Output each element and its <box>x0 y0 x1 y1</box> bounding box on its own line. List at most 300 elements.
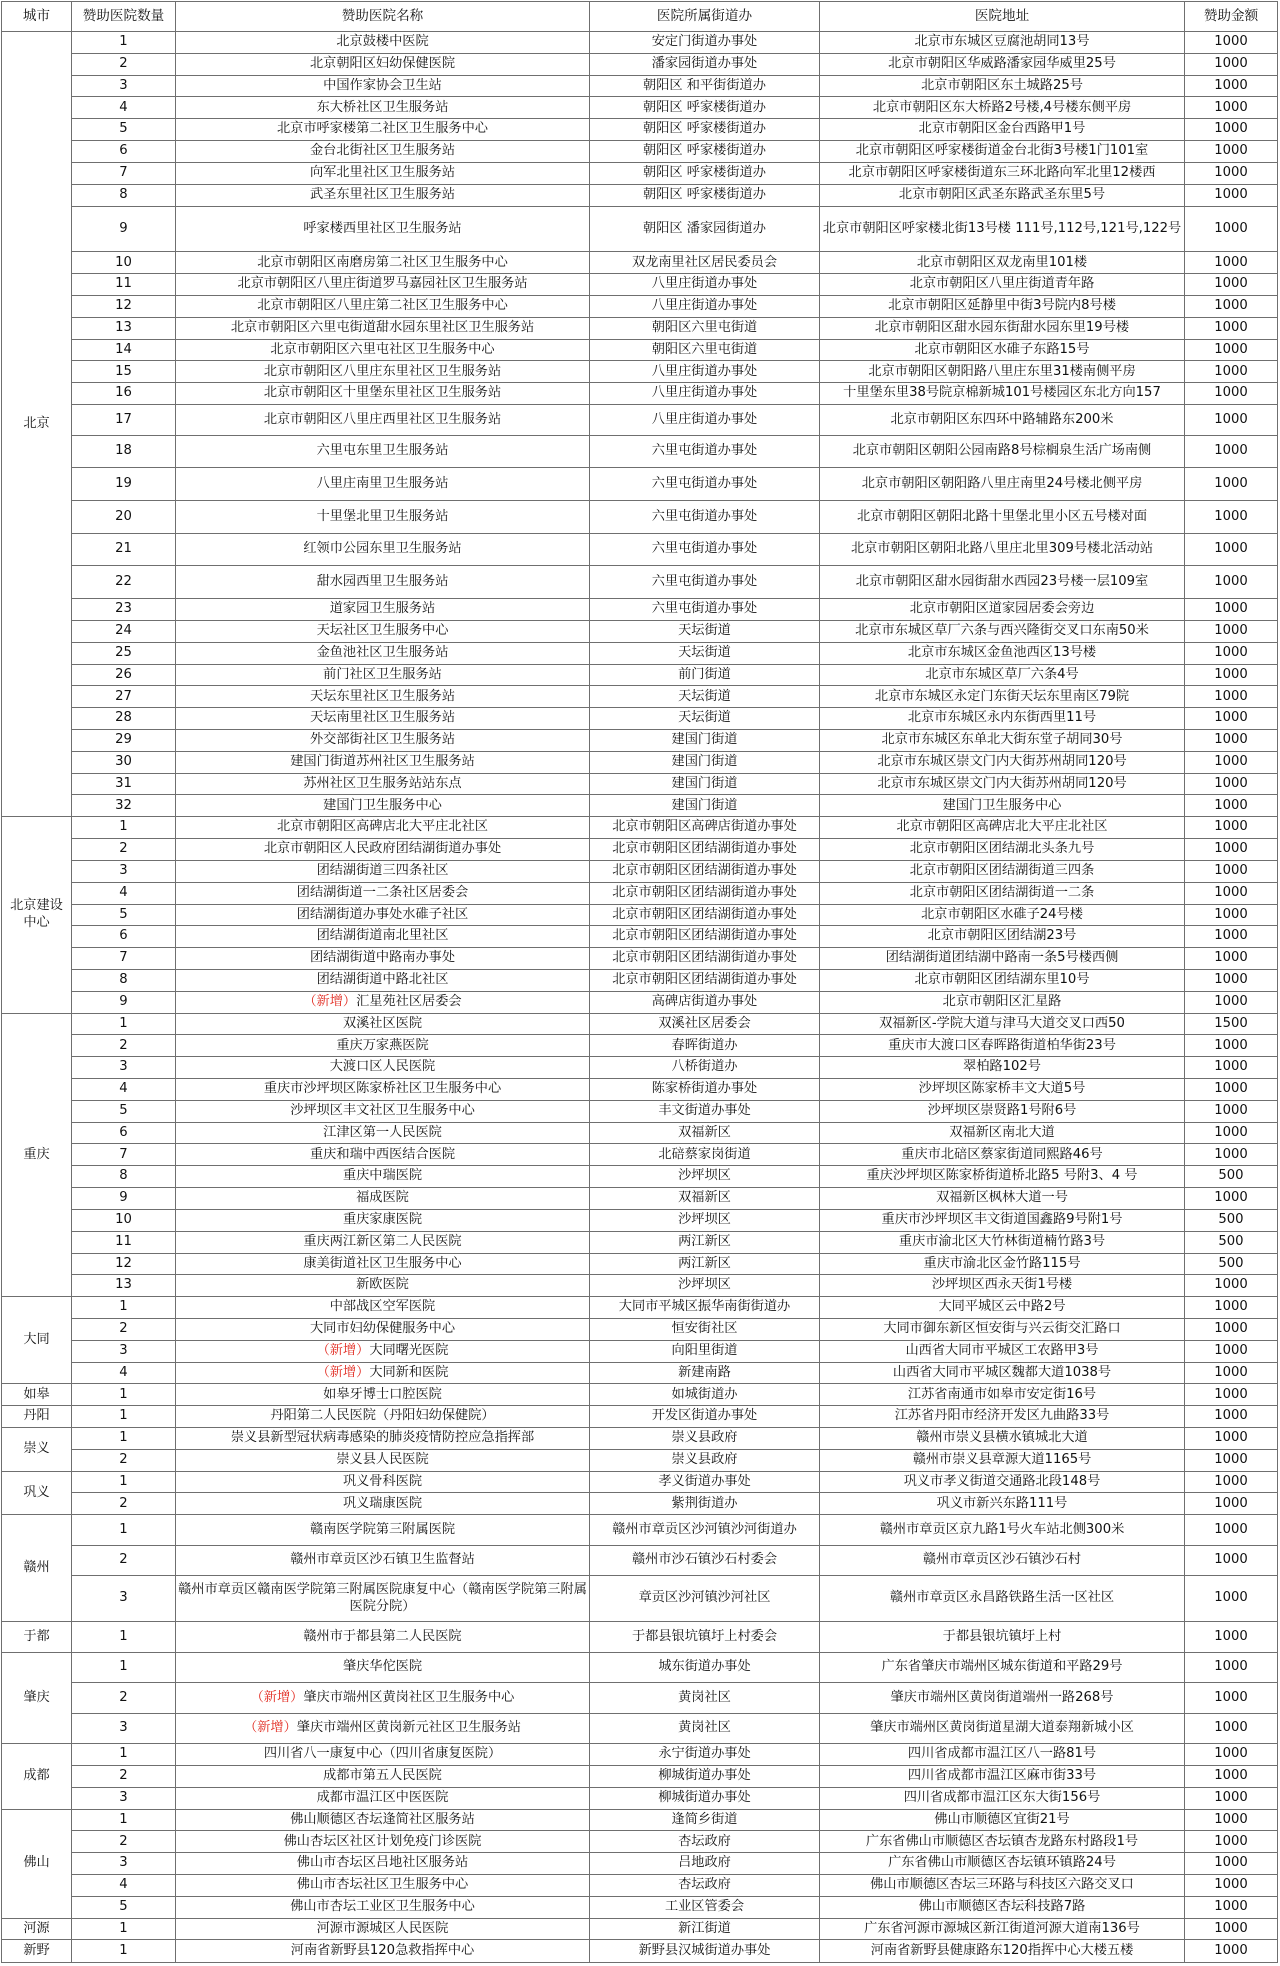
street-office-cell: 建国门街道 <box>590 751 820 773</box>
hospital-name-cell <box>176 642 590 664</box>
hospital-name-cell <box>176 119 590 141</box>
hospital-name: 北京市朝阳区八里庄第二社区卫生服务中心 <box>257 298 508 314</box>
row-number-cell: 4 <box>72 882 176 904</box>
table-row <box>2 295 1278 317</box>
table-row <box>2 1652 1278 1683</box>
hospital-name: 成都市温江区中医医院 <box>316 1789 449 1805</box>
address-cell: 重庆市渝北区大竹林街道楠竹路3号 <box>820 1231 1185 1253</box>
hospital-name: 建国门街道苏州社区卫生服务站 <box>290 753 475 769</box>
street-office-cell: 向阳里街道 <box>590 1340 820 1362</box>
table-row <box>2 1428 1278 1450</box>
city-cell: 巩义 <box>2 1471 72 1515</box>
amount-cell: 1000 <box>1185 664 1278 686</box>
table-row <box>2 361 1278 383</box>
table-row <box>2 686 1278 708</box>
amount-cell: 1000 <box>1185 969 1278 991</box>
hospital-name-cell <box>176 32 590 54</box>
row-number-cell: 2 <box>72 1683 176 1714</box>
street-office-cell: 北碚蔡家岗街道 <box>590 1144 820 1166</box>
amount-cell: 1000 <box>1185 904 1278 926</box>
table-row <box>2 1188 1278 1210</box>
amount-cell: 1000 <box>1185 1918 1278 1940</box>
hospital-name-cell <box>176 1831 590 1853</box>
new-badge: （新增） <box>303 993 357 1009</box>
hospital-name-cell <box>176 435 590 468</box>
hospital-name: 大同市妇幼保健服务中心 <box>309 1321 456 1337</box>
street-office-cell: 两江新区 <box>590 1253 820 1275</box>
hospital-name: 苏州社区卫生服务站站东点 <box>303 775 462 791</box>
hospital-name: 团结湖街道一二条社区居委会 <box>296 884 469 900</box>
hospital-name-cell <box>176 708 590 730</box>
amount-cell: 1000 <box>1185 295 1278 317</box>
amount-cell: 1000 <box>1185 1515 1278 1546</box>
address-cell: 北京市朝阳区东四环中路辅路东200米 <box>820 405 1185 436</box>
row-number-cell: 8 <box>72 1166 176 1188</box>
amount-cell: 1000 <box>1185 383 1278 405</box>
row-number-cell: 6 <box>72 1122 176 1144</box>
hospital-name: 肇庆华佗医院 <box>342 1659 423 1675</box>
row-number-cell: 1 <box>72 1428 176 1450</box>
hospital-name-cell <box>176 686 590 708</box>
amount-cell: 1000 <box>1185 1576 1278 1622</box>
amount-cell: 1000 <box>1185 642 1278 664</box>
hospital-name-cell <box>176 839 590 861</box>
hospital-name-cell <box>176 1744 590 1766</box>
address-cell: 于都县银坑镇圩上村 <box>820 1622 1185 1653</box>
hospital-name-cell <box>176 500 590 533</box>
hospital-name-cell <box>176 1545 590 1576</box>
address-cell: 北京市朝阳区华威路潘家园华威里25号 <box>820 53 1185 75</box>
street-office-cell: 六里屯街道办事处 <box>590 599 820 621</box>
street-office-cell: 潘家园街道办事处 <box>590 53 820 75</box>
address-cell: 北京市朝阳区水碓子东路15号 <box>820 339 1185 361</box>
address-cell: 北京市朝阳区八里庄街道青年路 <box>820 274 1185 296</box>
hospital-name-cell <box>176 926 590 948</box>
hospital-name: 佛山市杏坛社区卫生服务中心 <box>296 1877 469 1893</box>
table-row <box>2 1683 1278 1714</box>
amount-cell: 1000 <box>1185 339 1278 361</box>
amount-cell: 1000 <box>1185 860 1278 882</box>
hospital-name-cell <box>176 599 590 621</box>
address-cell: 北京市东城区金鱼池西区13号楼 <box>820 642 1185 664</box>
amount-cell: 1500 <box>1185 1013 1278 1035</box>
table-row <box>2 795 1278 817</box>
hospital-name: 佛山顺德区杏坛逢简社区服务站 <box>290 1811 475 1827</box>
table-row <box>2 1406 1278 1428</box>
table-row <box>2 1209 1278 1231</box>
hospital-name: 大同新和医院 <box>369 1364 449 1380</box>
amount-cell: 1000 <box>1185 141 1278 163</box>
street-office-cell: 崇义县政府 <box>590 1428 820 1450</box>
street-office-cell: 天坛街道 <box>590 642 820 664</box>
row-number-cell: 2 <box>72 1831 176 1853</box>
street-office-cell: 双福新区 <box>590 1188 820 1210</box>
amount-cell: 1000 <box>1185 1384 1278 1406</box>
amount-cell: 1000 <box>1185 795 1278 817</box>
street-office-cell: 城东街道办事处 <box>590 1652 820 1683</box>
row-number-cell: 2 <box>72 1035 176 1057</box>
address-cell: 江苏省丹阳市经济开发区九曲路33号 <box>820 1406 1185 1428</box>
table-row <box>2 1384 1278 1406</box>
row-number-cell: 12 <box>72 1253 176 1275</box>
hospital-name-cell <box>176 1406 590 1428</box>
address-cell: 北京市朝阳区团结湖北头条九号 <box>820 839 1185 861</box>
row-number-cell: 4 <box>72 1875 176 1897</box>
table-row <box>2 1831 1278 1853</box>
table-row <box>2 435 1278 468</box>
street-office-cell: 崇义县政府 <box>590 1449 820 1471</box>
hospital-name-cell <box>176 860 590 882</box>
hospital-name: 肇庆市端州区黄岗社区卫生服务中心 <box>303 1689 515 1705</box>
amount-cell: 1000 <box>1185 206 1278 252</box>
hospital-name: 重庆市沙坪坝区陈家桥社区卫生服务中心 <box>263 1081 502 1097</box>
hospital-name-cell <box>176 206 590 252</box>
row-number-cell: 5 <box>72 1100 176 1122</box>
amount-cell: 1000 <box>1185 317 1278 339</box>
street-office-cell: 如城街道办 <box>590 1384 820 1406</box>
hospital-name: 东大桥社区卫生服务站 <box>316 99 449 115</box>
table-row <box>2 206 1278 252</box>
row-number-cell: 2 <box>72 1765 176 1787</box>
table-row <box>2 468 1278 501</box>
address-cell: 北京市朝阳区甜水园东街甜水园东里19号楼 <box>820 317 1185 339</box>
row-number-cell: 26 <box>72 664 176 686</box>
street-office-cell: 建国门街道 <box>590 730 820 752</box>
hospital-name-cell <box>176 969 590 991</box>
amount-cell: 1000 <box>1185 948 1278 970</box>
hospital-name: 佛山市杏坛区吕地社区服务站 <box>296 1855 469 1871</box>
address-cell: 北京市朝阳区呼家楼街道金台北街3号楼1门101室 <box>820 141 1185 163</box>
hospital-name-cell <box>176 97 590 119</box>
street-office-cell: 八里庄街道办事处 <box>590 274 820 296</box>
hospital-name: 赣州市章贡区沙石镇卫生监督站 <box>290 1552 475 1568</box>
hospital-name: 甜水园西里卫生服务站 <box>316 574 449 590</box>
street-office-cell: 北京市朝阳区团结湖街道办事处 <box>590 860 820 882</box>
hospital-name-cell <box>176 274 590 296</box>
address-cell: 团结湖街道团结湖中路南一条5号楼西侧 <box>820 948 1185 970</box>
row-number-cell: 7 <box>72 948 176 970</box>
amount-cell: 1000 <box>1185 1875 1278 1897</box>
row-number-cell: 7 <box>72 162 176 184</box>
new-badge: （新增） <box>316 1342 370 1358</box>
address-cell: 沙坪坝区西永天街1号楼 <box>820 1275 1185 1297</box>
hospital-name: 北京市朝阳区六里屯街道甜水园东里社区卫生服务站 <box>230 319 535 335</box>
hospital-name: 外交部街社区卫生服务站 <box>309 732 456 748</box>
row-number-cell: 1 <box>72 1297 176 1319</box>
street-office-cell: 北京市朝阳区团结湖街道办事处 <box>590 904 820 926</box>
street-office-cell: 八里庄街道办事处 <box>590 383 820 405</box>
hospital-name: 崇义县新型冠状病毒感染的肺炎疫情防控应急指挥部 <box>230 1430 535 1446</box>
table-row <box>2 1787 1278 1809</box>
address-cell: 江苏省南通市如皋市安定街16号 <box>820 1384 1185 1406</box>
amount-cell: 1000 <box>1185 1622 1278 1653</box>
amount-cell: 1000 <box>1185 1318 1278 1340</box>
address-cell: 山西省大同市平城区魏都大道1038号 <box>820 1362 1185 1384</box>
hospital-name-cell <box>176 751 590 773</box>
address-cell: 北京市朝阳区高碑店北大平庄北社区 <box>820 817 1185 839</box>
row-number-cell: 1 <box>72 1406 176 1428</box>
hospital-name-cell <box>176 948 590 970</box>
street-office-cell: 六里屯街道办事处 <box>590 435 820 468</box>
table-row <box>2 1144 1278 1166</box>
table-row <box>2 533 1278 566</box>
amount-cell: 1000 <box>1185 1713 1278 1744</box>
address-cell: 重庆市北碚区蔡家街道同熙路46号 <box>820 1144 1185 1166</box>
row-number-cell: 9 <box>72 1188 176 1210</box>
hospital-name: 团结湖街道中路南办事处 <box>309 950 456 966</box>
city-cell: 重庆 <box>2 1013 72 1297</box>
address-cell: 肇庆市端州区黄岗街道端州一路268号 <box>820 1683 1185 1714</box>
table-row <box>2 1576 1278 1622</box>
table-row <box>2 1765 1278 1787</box>
hospital-name-cell <box>176 1253 590 1275</box>
row-number-cell: 23 <box>72 599 176 621</box>
hospital-name: 北京市朝阳区南磨房第二社区卫生服务中心 <box>257 254 508 270</box>
row-number-cell: 4 <box>72 97 176 119</box>
row-number-cell: 22 <box>72 566 176 599</box>
amount-cell: 1000 <box>1185 773 1278 795</box>
street-office-cell: 朝阳区 呼家楼街道办 <box>590 162 820 184</box>
row-number-cell: 32 <box>72 795 176 817</box>
hospital-name-cell <box>176 1297 590 1319</box>
hospital-name: 北京市朝阳区高碑店北大平庄北社区 <box>277 819 488 835</box>
street-office-cell: 柳城街道办事处 <box>590 1787 820 1809</box>
row-number-cell: 1 <box>72 32 176 54</box>
amount-cell: 1000 <box>1185 817 1278 839</box>
hospital-name: 重庆中瑞医院 <box>342 1168 423 1184</box>
address-cell: 佛山市顺德区宜街21号 <box>820 1809 1185 1831</box>
hospital-name-cell <box>176 1940 590 1963</box>
row-number-cell: 8 <box>72 184 176 206</box>
hospital-name-cell <box>176 566 590 599</box>
hospital-name-cell <box>176 1209 590 1231</box>
hospital-name-cell <box>176 1918 590 1940</box>
address-cell: 北京市东城区永内东街西里11号 <box>820 708 1185 730</box>
street-office-cell: 新建南路 <box>590 1362 820 1384</box>
table-row <box>2 948 1278 970</box>
street-office-cell: 朝阳区 呼家楼街道办 <box>590 184 820 206</box>
address-cell: 北京市朝阳区金台西路甲1号 <box>820 119 1185 141</box>
amount-cell: 1000 <box>1185 53 1278 75</box>
hospital-name-cell <box>176 1809 590 1831</box>
new-badge: （新增） <box>250 1689 304 1705</box>
street-office-cell: 黄岗社区 <box>590 1683 820 1714</box>
hospital-name-cell <box>176 141 590 163</box>
row-number-cell: 2 <box>72 1545 176 1576</box>
table-row <box>2 1362 1278 1384</box>
street-office-cell: 沙坪坝区 <box>590 1166 820 1188</box>
hospital-name: 巩义瑞康医院 <box>342 1495 423 1511</box>
table-row <box>2 1853 1278 1875</box>
street-office-cell: 八里庄街道办事处 <box>590 295 820 317</box>
table-row <box>2 839 1278 861</box>
hospital-name: 重庆两江新区第二人民医院 <box>303 1233 462 1249</box>
hospital-name-cell <box>176 730 590 752</box>
row-number-cell: 1 <box>72 1918 176 1940</box>
table-row <box>2 339 1278 361</box>
amount-cell: 1000 <box>1185 1122 1278 1144</box>
table-row <box>2 383 1278 405</box>
row-number-cell: 25 <box>72 642 176 664</box>
header-count: 赞助医院数量 <box>72 2 176 32</box>
address-cell: 建国门卫生服务中心 <box>820 795 1185 817</box>
address-cell: 沙坪坝区陈家桥丰文大道5号 <box>820 1079 1185 1101</box>
address-cell: 赣州市章贡区永昌路铁路生活一区社区 <box>820 1576 1185 1622</box>
street-office-cell: 逢简乡街道 <box>590 1809 820 1831</box>
table-row <box>2 75 1278 97</box>
row-number-cell: 30 <box>72 751 176 773</box>
amount-cell: 1000 <box>1185 991 1278 1013</box>
amount-cell: 1000 <box>1185 882 1278 904</box>
hospital-name: 北京朝阳区妇幼保健医院 <box>309 55 456 71</box>
hospital-name-cell <box>176 1765 590 1787</box>
street-office-cell: 开发区街道办事处 <box>590 1406 820 1428</box>
hospital-name: 康美街道社区卫生服务中心 <box>303 1255 462 1271</box>
address-cell: 双福新区枫林大道一号 <box>820 1188 1185 1210</box>
table-row <box>2 751 1278 773</box>
address-cell: 北京市朝阳区双龙南里101楼 <box>820 252 1185 274</box>
table-row <box>2 773 1278 795</box>
amount-cell: 1000 <box>1185 1809 1278 1831</box>
hospital-name-cell <box>176 1428 590 1450</box>
table-row <box>2 566 1278 599</box>
amount-cell: 1000 <box>1185 435 1278 468</box>
city-cell: 于都 <box>2 1622 72 1653</box>
amount-cell: 1000 <box>1185 1035 1278 1057</box>
table-row <box>2 1318 1278 1340</box>
street-office-cell: 朝阳区 呼家楼街道办 <box>590 141 820 163</box>
table-body <box>2 32 1278 1963</box>
table-row <box>2 1875 1278 1897</box>
table-row <box>2 162 1278 184</box>
amount-cell: 1000 <box>1185 730 1278 752</box>
row-number-cell: 4 <box>72 1079 176 1101</box>
street-office-cell: 大同市平城区振华南街街道办 <box>590 1297 820 1319</box>
amount-cell: 1000 <box>1185 1493 1278 1515</box>
amount-cell: 1000 <box>1185 1744 1278 1766</box>
amount-cell: 1000 <box>1185 468 1278 501</box>
amount-cell: 1000 <box>1185 1545 1278 1576</box>
hospital-name-cell <box>176 468 590 501</box>
street-office-cell: 北京市朝阳区团结湖街道办事处 <box>590 969 820 991</box>
amount-cell: 1000 <box>1185 1340 1278 1362</box>
hospital-name: 河南省新野县120急救指挥中心 <box>290 1942 475 1958</box>
hospital-name: 天坛南里社区卫生服务站 <box>309 710 456 726</box>
hospital-name: 重庆万家燕医院 <box>336 1037 429 1053</box>
hospital-name: 八里庄南里卫生服务站 <box>316 475 449 491</box>
hospital-name-cell <box>176 1713 590 1744</box>
row-number-cell: 7 <box>72 1144 176 1166</box>
amount-cell: 1000 <box>1185 184 1278 206</box>
street-office-cell: 安定门街道办事处 <box>590 32 820 54</box>
table-row <box>2 1744 1278 1766</box>
hospital-name-cell <box>176 1231 590 1253</box>
address-cell: 北京市朝阳区团结湖东里10号 <box>820 969 1185 991</box>
address-cell: 广东省佛山市顺德区杏坛镇环镇路24号 <box>820 1853 1185 1875</box>
amount-cell: 1000 <box>1185 162 1278 184</box>
table-row <box>2 969 1278 991</box>
address-cell: 佛山市顺德区杏坛科技路7路 <box>820 1896 1185 1918</box>
row-number-cell: 21 <box>72 533 176 566</box>
address-cell: 北京市朝阳区朝阳北路十里堡北里小区五号楼对面 <box>820 500 1185 533</box>
address-cell: 赣州市章贡区京九路1号火车站北侧300米 <box>820 1515 1185 1546</box>
row-number-cell: 10 <box>72 1209 176 1231</box>
street-office-cell: 紫荆街道办 <box>590 1493 820 1515</box>
city-cell: 大同 <box>2 1297 72 1384</box>
hospital-name-cell <box>176 1853 590 1875</box>
header-row <box>2 2 1278 32</box>
row-number-cell: 2 <box>72 53 176 75</box>
table-row <box>2 817 1278 839</box>
table-row <box>2 1515 1278 1546</box>
row-number-cell: 8 <box>72 969 176 991</box>
hospital-name: 六里屯东里卫生服务站 <box>316 443 449 459</box>
address-cell: 赣州市崇义县横水镇城北大道 <box>820 1428 1185 1450</box>
hospital-name-cell <box>176 1318 590 1340</box>
hospital-name-cell <box>176 1576 590 1622</box>
hospital-name-cell <box>176 1100 590 1122</box>
amount-cell: 1000 <box>1185 1449 1278 1471</box>
table-row <box>2 500 1278 533</box>
row-number-cell: 1 <box>72 1013 176 1035</box>
address-cell: 重庆沙坪坝区陈家桥街道桥北路5 号附3、4 号 <box>820 1166 1185 1188</box>
table-row <box>2 599 1278 621</box>
street-office-cell: 丰文街道办事处 <box>590 1100 820 1122</box>
hospital-name: 福成医院 <box>356 1190 409 1206</box>
street-office-cell: 六里屯街道办事处 <box>590 533 820 566</box>
city-cell: 崇义 <box>2 1428 72 1472</box>
row-number-cell: 1 <box>72 1940 176 1963</box>
hospital-name: 道家园卫生服务站 <box>329 601 436 617</box>
street-office-cell: 六里屯街道办事处 <box>590 566 820 599</box>
hospital-name-cell <box>176 184 590 206</box>
row-number-cell: 31 <box>72 773 176 795</box>
amount-cell: 1000 <box>1185 1297 1278 1319</box>
street-office-cell: 沙坪坝区 <box>590 1209 820 1231</box>
address-cell: 四川省成都市温江区东大街156号 <box>820 1787 1185 1809</box>
row-number-cell: 2 <box>72 1318 176 1340</box>
hospital-name-cell <box>176 1188 590 1210</box>
address-cell: 四川省成都市温江区八一路81号 <box>820 1744 1185 1766</box>
street-office-cell: 柳城街道办事处 <box>590 1765 820 1787</box>
street-office-cell: 双福新区 <box>590 1122 820 1144</box>
hospital-name-cell <box>176 533 590 566</box>
table-row <box>2 317 1278 339</box>
row-number-cell: 19 <box>72 468 176 501</box>
street-office-cell: 赣州市章贡区沙河镇沙河街道办 <box>590 1515 820 1546</box>
hospital-name: 北京市朝阳区十里堡东里社区卫生服务站 <box>263 385 502 401</box>
hospital-name-cell <box>176 664 590 686</box>
hospital-name: 赣州市章贡区赣南医学院第三附属医院康复中心（赣南医学院第三附属医院分院） <box>178 1582 587 1614</box>
address-cell: 赣州市崇义县章源大道1165号 <box>820 1449 1185 1471</box>
table-row <box>2 1896 1278 1918</box>
row-number-cell: 11 <box>72 1231 176 1253</box>
address-cell: 北京市东城区草厂六条与西兴隆街交叉口东南50米 <box>820 620 1185 642</box>
amount-cell: 1000 <box>1185 533 1278 566</box>
amount-cell: 1000 <box>1185 252 1278 274</box>
hospital-name-cell <box>176 295 590 317</box>
row-number-cell: 1 <box>72 1384 176 1406</box>
address-cell: 北京市朝阳区水碓子24号楼 <box>820 904 1185 926</box>
table-row <box>2 32 1278 54</box>
hospital-name: 赣州市于都县第二人民医院 <box>303 1628 462 1644</box>
hospital-name: 新欧医院 <box>356 1277 409 1293</box>
header-address: 医院地址 <box>820 2 1185 32</box>
city-cell: 成都 <box>2 1744 72 1809</box>
address-cell: 四川省成都市温江区麻市街33号 <box>820 1765 1185 1787</box>
row-number-cell: 3 <box>72 1853 176 1875</box>
hospital-name: 红领巾公园东里卫生服务站 <box>303 541 462 557</box>
